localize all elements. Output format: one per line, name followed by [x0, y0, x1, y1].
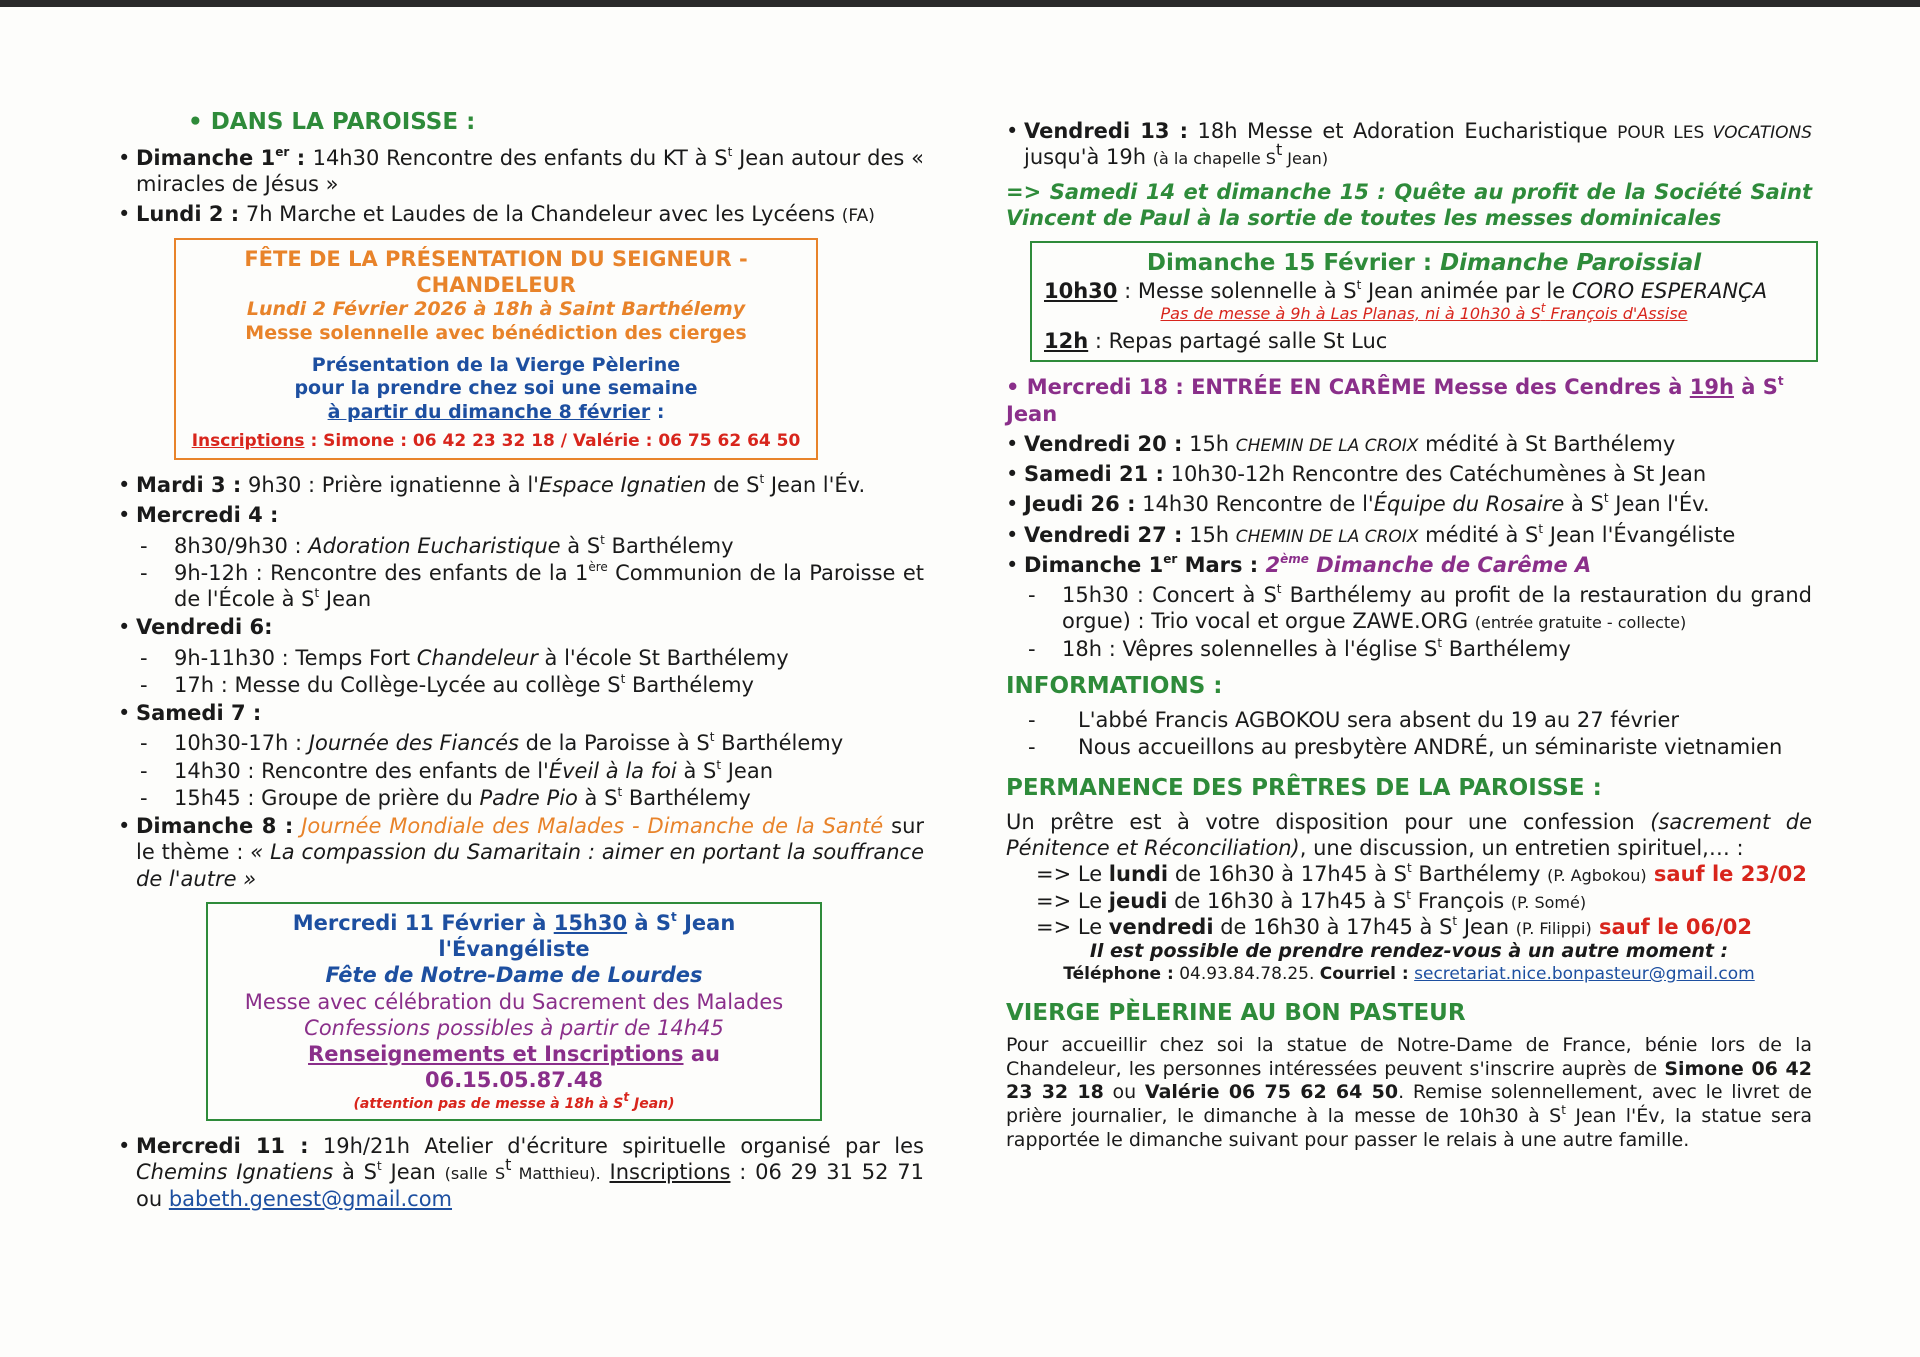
- chandeleur-title: FÊTE DE LA PRÉSENTATION DU SEIGNEUR - CHANDELEUR: [244, 246, 748, 297]
- lourdes-box: [206, 902, 822, 1121]
- vierge-pelerine-line1: Présentation de la Vierge Pèlerine: [311, 353, 681, 376]
- lourdes-messe: Messe avec célébration du Sacrement des Malades: [244, 989, 784, 1014]
- samedi-7-sub-1: - 10h30-17h : Journée des Fiancés de la Paroisse à $S^t$ Barthélemy: [118, 730, 924, 756]
- chandeleur-date: Lundi 2 Février 2026 à 18h à Saint Barthélemy: [246, 298, 746, 320]
- event-samedi-21: • Samedi 21 : 10h30-12h Rencontre des Catéchumènes à St Jean: [1006, 461, 1812, 487]
- event-vendredi-13: • Vendredi 13 : 18h Messe et Adoration Eucharistique POUR LES VOCATIONS jusqu'à 19h (à la chapelle $S^t$ Jean): [1006, 118, 1812, 171]
- permanence-jeudi: => Le jeudi de 16h30 à 17h45 à $S^t$ François (P. Somé): [1036, 887, 1587, 913]
- event-lundi-2: • Lundi 2 : 7h Marche et Laudes de la Chandeleur avec les Lycéens (FA): [118, 201, 924, 227]
- section-title-paroisse: • DANS LA PAROISSE :: [188, 109, 476, 135]
- event-dimanche-1-mars: • Dimanche 1er Mars : 2ème Dimanche de Carême A: [1006, 552, 1812, 578]
- permanence-contact: Téléphone : 04.93.84.78.25. Courriel : secretariat.nice.bonpasteur@gmail.com: [1063, 963, 1755, 984]
- dimanche-paroissial-notice: Pas de messe à 9h à Las Planas, ni à 10h30 à $S^t$ François d'Assise: [1160, 300, 1688, 323]
- dimanche-paroissial-messe: 10h30 : Messe solennelle à $S^t$ Jean animée par le CORO ESPERANÇA: [1044, 277, 1768, 303]
- chandeleur-inscriptions: Inscriptions : Simone : 06 42 23 32 18 / Valérie : 06 75 62 64 50: [191, 430, 801, 451]
- permanence-rdv: Il est possible de prendre rendez-vous à un autre moment :: [1089, 940, 1729, 962]
- event-dimanche-1: • Dimanche 1er : 14h30 Rencontre des enfants du KT à $S^t$ Jean autour des « miracles de Jésus »: [118, 145, 924, 198]
- event-mercredi-11: • Mercredi 11 : 19h/21h Atelier d'écriture spirituelle organisé par les Chemins Ignatiens à $S^t$ Jean (salle $S^t$ Matthieu). Inscriptions : 06 29 31 52 71 ou babeth.genest@gmail.com: [118, 1133, 924, 1212]
- vendredi-6-sub-1: - 9h-11h30 : Temps Fort Chandeleur à l'école St Barthélemy: [118, 645, 924, 671]
- vierge-pelerine-text: Pour accueillir chez soi la statue de Notre-Dame de France, bénie lors de la Chandeleur, les personnes intéressées peuvent s'inscrire auprès de Simone 06 42 23 32 18 ou Valérie 06 75 62 64 50. Remise solennellement, avec le livret de prière journalier, le dimanche à la messe de 10h30 à $S^t$ Jean l'Év, la statue sera rapportée le dimanche suivant pour passer le relais à une autre famille.: [1006, 1033, 1813, 1151]
- vierge-pelerine-line2: pour la prendre chez soi une semaine: [294, 377, 698, 400]
- vierge-pelerine-line3: à partir du dimanche 8 février :: [327, 401, 665, 423]
- event-jeudi-26: • Jeudi 26 : 14h30 Rencontre de l'Équipe du Rosaire à $S^t$ Jean l'Év.: [1006, 491, 1812, 517]
- vendredi-6-sub-2: - 17h : Messe du Collège-Lycée au collège $S^t$ Barthélemy: [118, 672, 924, 698]
- email-link-secretariat[interactable]: secretariat.nice.bonpasteur@gmail.com: [1414, 963, 1755, 984]
- dimanche-paroissial-title: Dimanche 15 Février : Dimanche Paroissial: [1146, 250, 1702, 276]
- event-samedi-7: • Samedi 7 :: [118, 700, 924, 726]
- chandeleur-box: [174, 238, 818, 461]
- event-mercredi-18: • Mercredi 18 : ENTRÉE EN CARÊME Messe des Cendres à 19h à $S^t$ Jean: [1006, 374, 1784, 426]
- lourdes-fete: Fête de Notre-Dame de Lourdes: [325, 963, 703, 988]
- vierge-pelerine-title: VIERGE PÈLERINE AU BON PASTEUR: [1006, 1000, 1466, 1026]
- event-vendredi-27: • Vendredi 27 : 15h CHEMIN DE LA CROIX médité à $S^t$ Jean l'Évangéliste: [1006, 522, 1812, 548]
- event-vendredi-20: • Vendredi 20 : 15h CHEMIN DE LA CROIX médité à St Barthélemy: [1006, 431, 1812, 457]
- lourdes-attention: (attention pas de messe à 18h à $S^t$ Jean): [353, 1089, 675, 1112]
- left-column: [118, 108, 924, 1216]
- dimanche-1-mars-sub-2: - 18h : Vêpres solennelles à l'église $S^t$ Barthélemy: [1006, 636, 1812, 662]
- dimanche-paroissial-box: [1030, 241, 1818, 362]
- mercredi-4-sub-1: - 8h30/9h30 : Adoration Eucharistique à $S^t$ Barthélemy: [118, 533, 924, 559]
- info-item-2: - Nous accueillons au presbytère ANDRÉ, un séminariste vietnamien: [1006, 734, 1812, 760]
- event-mardi-3: • Mardi 3 : 9h30 : Prière ignatienne à l'Espace Ignatien de $S^t$ Jean l'Év.: [118, 472, 924, 498]
- email-link-babeth[interactable]: babeth.genest@gmail.com: [168, 1186, 453, 1211]
- permanence-title: PERMANENCE DES PRÊTRES DE LA PAROISSE :: [1006, 775, 1602, 801]
- permanence-vendredi: => Le vendredi de 16h30 à 17h45 à $S^t$ Jean (P. Filippi) sauf le 06/02: [1036, 913, 1752, 939]
- dimanche-1-mars-sub-1: - 15h30 : Concert à $S^t$ Barthélemy au profit de la restauration du grand orgue) : Trio vocal et orgue ZAWE.ORG (entrée gratuite - collecte): [1006, 582, 1812, 635]
- scan-top-edge: [0, 0, 1920, 7]
- dimanche-paroissial-repas: 12h : Repas partagé salle St Luc: [1044, 329, 1388, 353]
- mercredi-4-sub-2: - 9h-12h : Rencontre des enfants de la 1ère Communion de la Paroisse et de l'École à $S^t$ Jean: [118, 560, 924, 613]
- lourdes-confessions: Confessions possibles à partir de 14h45: [304, 1015, 724, 1040]
- right-column: [1006, 116, 1812, 1153]
- event-vendredi-6: • Vendredi 6:: [118, 614, 924, 640]
- event-mercredi-4: • Mercredi 4 :: [118, 502, 924, 528]
- permanence-lundi: => Le lundi de 16h30 à 17h45 à $S^t$ Barthélemy (P. Agbokou) sauf le 23/02: [1036, 861, 1807, 887]
- quete-notice: => Samedi 14 et dimanche 15 : Quête au profit de la Société Saint Vincent de Paul à la sortie de toutes les messes dominicales: [1006, 179, 1812, 230]
- event-dimanche-8: • Dimanche 8 : Journée Mondiale des Malades - Dimanche de la Santé sur le thème : « La compassion du Samaritain : aimer en portant la souffrance de l'autre »: [118, 813, 924, 892]
- informations-title: INFORMATIONS :: [1006, 672, 1223, 699]
- samedi-7-sub-2: - 14h30 : Rencontre des enfants de l'Éveil à la foi à $S^t$ Jean: [118, 758, 924, 784]
- chandeleur-messe: Messe solennelle avec bénédiction des cierges: [245, 321, 747, 344]
- lourdes-renseignements: Renseignements et Inscriptions au 06.15.05.87.48: [308, 1042, 720, 1093]
- permanence-intro: Un prêtre est à votre disposition pour une confession (sacrement de Pénitence et Réconciliation), une discussion, un entretien spirituel,… :: [1006, 809, 1812, 860]
- lourdes-date: Mercredi 11 Février à 15h30 à $S^t$ Jean l'Évangéliste: [292, 909, 736, 961]
- samedi-7-sub-3: - 15h45 : Groupe de prière du Padre Pio à $S^t$ Barthélemy: [118, 785, 924, 811]
- info-item-1: - L'abbé Francis AGBOKOU sera absent du 19 au 27 février: [1006, 707, 1812, 733]
